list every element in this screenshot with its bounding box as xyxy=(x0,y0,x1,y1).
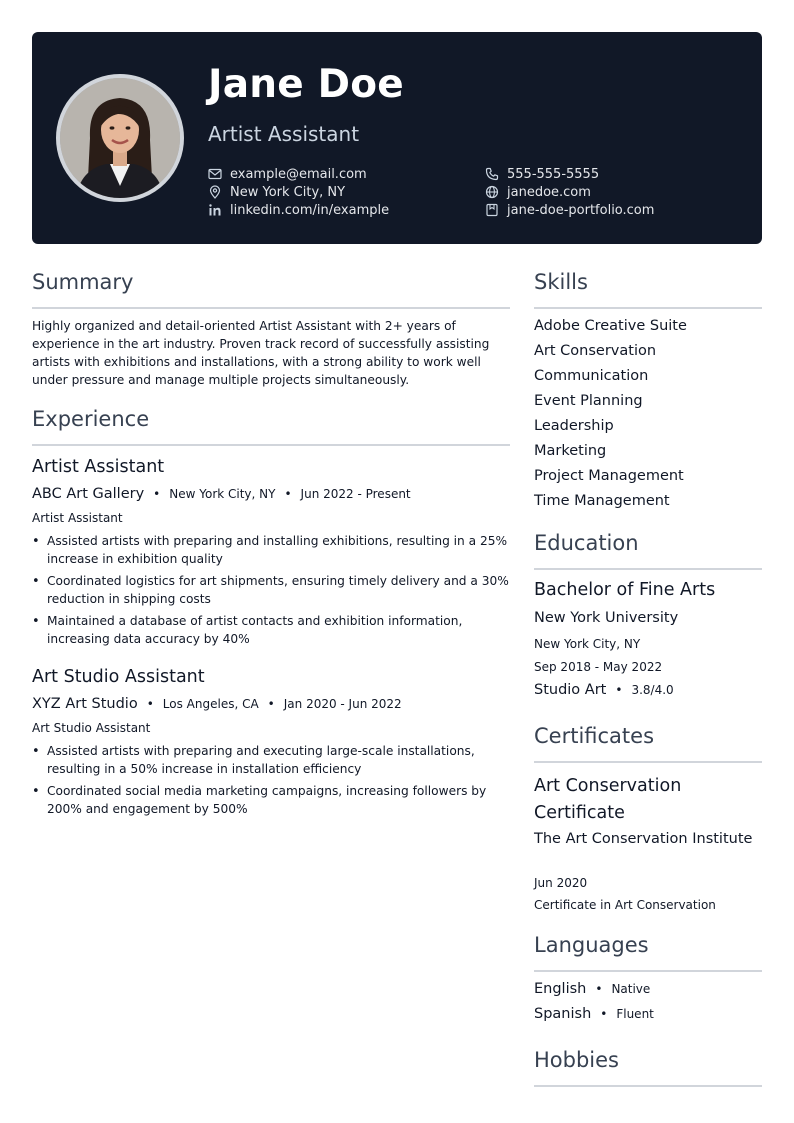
candidate-name: Jane Doe xyxy=(208,62,404,107)
mail-icon xyxy=(208,167,222,181)
hobbies-heading: Hobbies xyxy=(534,1048,619,1072)
summary-text: Highly organized and detail-oriented Artist Assistant with 2+ years of experience in the art industry. Proven track record of successfully assisting artists with exhibitions and installations, with a strong ability to work well under pressure and manage multiple projects simultaneously. xyxy=(32,319,490,387)
skills-divider xyxy=(534,307,762,309)
language-level: Fluent xyxy=(616,1007,654,1021)
contact-phone-text: 555-555-5555 xyxy=(507,166,600,182)
contact-website[interactable] xyxy=(485,183,591,201)
summary-heading: Summary xyxy=(32,270,134,294)
candidate-title: Artist Assistant xyxy=(208,122,360,146)
education-school: New York University xyxy=(534,610,679,626)
skill-item: Adobe Creative Suite xyxy=(534,318,687,334)
skill-item: Marketing xyxy=(534,443,607,459)
portfolio-icon xyxy=(485,203,499,217)
separator-dot: • xyxy=(267,697,275,711)
separator-dot: • xyxy=(153,487,161,501)
languages-divider xyxy=(534,970,762,972)
education-gpa-label: Studio Art xyxy=(534,682,607,698)
language-level: Native xyxy=(611,982,651,996)
language-item xyxy=(534,1006,654,1022)
skill-item: Art Conservation xyxy=(534,343,657,359)
certificates-divider xyxy=(534,761,762,763)
job-role: Artist Assistant xyxy=(32,511,123,525)
job-dates: Jun 2022 - Present xyxy=(300,487,411,501)
job-meta xyxy=(32,486,411,502)
education-gpa-value: 3.8/4.0 xyxy=(631,683,674,697)
skill-item: Leadership xyxy=(534,418,614,434)
education-heading: Education xyxy=(534,531,639,555)
contact-portfolio[interactable] xyxy=(485,201,654,219)
job-bullet: • Assisted artists with preparing and executing large-scale installations, resulting in a 50% increase in installation efficiency xyxy=(32,742,510,778)
language-item xyxy=(534,981,650,997)
separator-dot: • xyxy=(146,697,154,711)
globe-icon xyxy=(485,185,499,199)
contact-linkedin-text: linkedin.com/in/example xyxy=(230,202,390,218)
job-company: ABC Art Gallery xyxy=(32,486,145,502)
language-name: Spanish xyxy=(534,1006,592,1022)
separator-dot: • xyxy=(600,1007,608,1021)
separator-dot: • xyxy=(595,982,603,996)
job-title: Art Studio Assistant xyxy=(32,667,205,687)
job-role: Art Studio Assistant xyxy=(32,721,151,735)
job-meta xyxy=(32,696,402,712)
linkedin-icon xyxy=(208,203,222,217)
job-location: New York City, NY xyxy=(169,487,276,501)
job-bullet: • Coordinated logistics for art shipments, ensuring timely delivery and a 30% reduction in shipping costs xyxy=(32,572,510,608)
profile-photo xyxy=(60,78,180,198)
job-bullet: • Assisted artists with preparing and installing exhibitions, resulting in a 25% increase in exhibition quality xyxy=(32,532,510,568)
job-bullet: • Maintained a database of artist contacts and exhibition information, increasing data accuracy by 40% xyxy=(32,612,510,648)
contact-linkedin[interactable] xyxy=(208,201,389,219)
job-dates: Jan 2020 - Jun 2022 xyxy=(283,697,402,711)
hobbies-divider xyxy=(534,1085,762,1087)
experience-divider xyxy=(32,444,510,446)
education-location: New York City, NY xyxy=(534,637,641,651)
education-degree: Bachelor of Fine Arts xyxy=(534,580,716,600)
job-company: XYZ Art Studio xyxy=(32,696,138,712)
separator-dot: • xyxy=(615,683,623,697)
skills-heading: Skills xyxy=(534,270,588,294)
contact-portfolio-text: jane-doe-portfolio.com xyxy=(507,202,655,218)
education-dates: Sep 2018 - May 2022 xyxy=(534,660,663,674)
contact-email[interactable] xyxy=(208,165,367,183)
avatar xyxy=(56,74,184,202)
certificates-heading: Certificates xyxy=(534,724,655,748)
language-name: English xyxy=(534,981,587,997)
job-location: Los Angeles, CA xyxy=(162,697,259,711)
skill-item: Event Planning xyxy=(534,393,643,409)
job-bullet: • Coordinated social media marketing campaigns, increasing followers by 200% and engagement by 500% xyxy=(32,782,510,818)
certificate-description: Certificate in Art Conservation xyxy=(534,898,716,912)
certificate-date: Jun 2020 xyxy=(534,876,588,890)
certificate-name: Art Conservation Certificate xyxy=(534,776,682,823)
skill-item: Project Management xyxy=(534,468,684,484)
contact-location xyxy=(208,183,345,201)
contact-location-text: New York City, NY xyxy=(230,184,346,200)
certificate-issuer: The Art Conservation Institute xyxy=(534,831,753,847)
languages-heading: Languages xyxy=(534,933,649,957)
education-divider xyxy=(534,568,762,570)
resume-header xyxy=(32,32,762,244)
skill-item: Communication xyxy=(534,368,649,384)
contact-email-text: example@email.com xyxy=(230,166,367,182)
job-title: Artist Assistant xyxy=(32,457,165,477)
separator-dot: • xyxy=(284,487,292,501)
summary-divider xyxy=(32,307,510,309)
contact-website-text: janedoe.com xyxy=(507,184,591,200)
education-gpa xyxy=(534,682,674,698)
experience-heading: Experience xyxy=(32,407,150,431)
location-pin-icon xyxy=(208,185,222,199)
contact-phone[interactable] xyxy=(485,165,599,183)
phone-icon xyxy=(485,167,499,181)
skill-item: Time Management xyxy=(534,493,670,509)
